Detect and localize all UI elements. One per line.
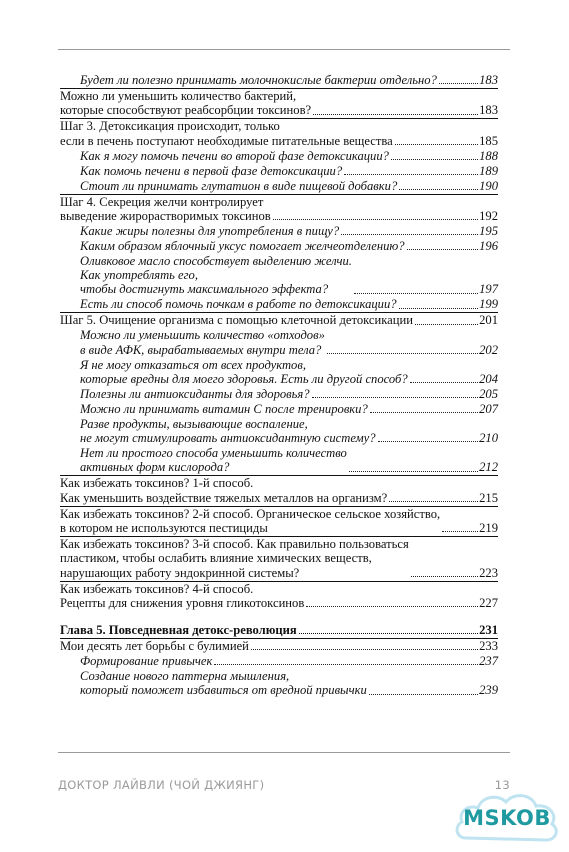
toc-page-number: 201 xyxy=(479,313,498,328)
toc-page-number: 183 xyxy=(479,103,498,118)
dot-leader xyxy=(299,633,478,634)
toc-entry-line: Шаг 5. Очищение организма с помощью клеточной детоксикации xyxy=(60,313,413,328)
footer-page-number: 13 xyxy=(494,778,510,792)
toc-page-number: 210 xyxy=(479,431,498,446)
toc-entry-title xyxy=(60,313,413,327)
dot-leader xyxy=(341,234,478,235)
toc-entry xyxy=(60,536,498,580)
dot-leader xyxy=(214,664,478,665)
toc-page-number: 185 xyxy=(479,133,498,148)
toc-entry-title xyxy=(60,582,304,611)
toc-page-number: 205 xyxy=(479,386,498,401)
bottom-rule xyxy=(58,752,510,753)
dot-leader xyxy=(411,576,478,577)
dot-leader xyxy=(312,397,479,398)
dot-leader xyxy=(251,649,478,650)
toc-page-number: 192 xyxy=(479,208,498,223)
toc-entry xyxy=(60,254,498,297)
toc-entry-line: Разве продукты, вызывающие воспаление, xyxy=(80,416,308,431)
toc-entry-title xyxy=(80,446,347,475)
toc-entry xyxy=(60,417,498,446)
toc-entry-title xyxy=(60,89,311,118)
toc-entry-title xyxy=(60,195,271,224)
toc-page-number: 231 xyxy=(479,623,498,638)
toc-entry-line: Нет ли простого способа уменьшить количество xyxy=(80,446,347,461)
toc-entry xyxy=(60,239,498,253)
toc-entry-line: нарушающих работу эндокринной системы? xyxy=(60,565,300,580)
toc-entry-line: в виде АФК, вырабатываемых внутри тела? xyxy=(80,342,322,357)
toc-entry-title xyxy=(80,73,437,87)
page-footer xyxy=(58,778,510,792)
toc-entry-title xyxy=(60,537,409,580)
dot-leader xyxy=(378,441,479,442)
dot-leader xyxy=(399,308,479,309)
watermark-text: MSKOB xyxy=(463,806,551,830)
toc-entry-line: Как я могу помочь печени во второй фазе детоксикации? xyxy=(80,148,389,163)
dot-leader xyxy=(442,531,478,532)
dot-leader xyxy=(439,83,478,84)
toc-entry xyxy=(60,88,498,118)
toc-entry-title xyxy=(60,119,393,148)
dot-leader xyxy=(306,606,478,607)
toc-entry-title xyxy=(80,328,325,357)
toc-entry-line: не могут стимулировать антиоксидантную систему? xyxy=(80,431,376,446)
toc-entry-line: Как избежать токсинов? 2-й способ. Органическое сельское хозяйство, xyxy=(60,506,441,521)
toc-entry-title xyxy=(80,654,212,668)
toc-entry xyxy=(60,73,498,87)
toc-entry-line: Можно ли уменьшить количество «отходов» xyxy=(80,328,325,343)
dot-leader xyxy=(273,219,478,220)
toc-entry xyxy=(60,328,498,357)
toc-page-number: 204 xyxy=(479,371,498,386)
toc-page-number: 196 xyxy=(479,238,498,253)
toc-entry-line: пластиком, чтобы ослабить влияние химических веществ, xyxy=(60,551,372,566)
toc-entry-line: Оливковое масло способствует выделению желчи. xyxy=(80,253,352,268)
toc-entry-line: Как избежать токсинов? 3-й способ. Как правильно пользоваться xyxy=(60,536,409,551)
toc-entry xyxy=(60,312,498,327)
toc-entry-line: которые вредны для моего здоровья. Есть ли другой способ? xyxy=(80,371,408,386)
toc-page-number: 215 xyxy=(479,490,498,505)
toc-entry-title xyxy=(80,669,367,698)
toc-entry-line: Как избежать токсинов? 1-й способ. xyxy=(60,476,254,491)
toc-entry xyxy=(60,475,498,505)
toc-page-number: 188 xyxy=(479,148,498,163)
toc-entry-line: чтобы достигнуть максимального эффекта? xyxy=(80,282,329,297)
dot-leader xyxy=(399,189,478,190)
toc-entry xyxy=(60,164,498,178)
toc-page-number: 212 xyxy=(479,460,498,475)
table-of-contents xyxy=(60,73,498,698)
toc-page-number: 207 xyxy=(479,401,498,416)
dot-leader xyxy=(391,159,478,160)
toc-entry xyxy=(60,669,498,698)
toc-entry-title xyxy=(80,417,376,446)
toc-entry-line: в котором не используются пестициды xyxy=(60,520,268,535)
toc-entry-line: выведение жирорастворимых токсинов xyxy=(60,208,271,223)
toc-entry-line: Будет ли полезно принимать молочнокислые бактерии отдельно? xyxy=(80,73,437,87)
toc-entry-line: Создание нового паттерна мышления, xyxy=(80,669,290,684)
toc-entry-line: если в печень поступают необходимые питательные вещества xyxy=(60,133,393,148)
toc-page-number: 197 xyxy=(479,282,498,297)
dot-leader xyxy=(344,174,478,175)
toc-entry xyxy=(60,149,498,163)
toc-page-number: 219 xyxy=(479,520,498,535)
watermark-logo xyxy=(452,788,562,848)
dot-leader xyxy=(327,353,478,354)
dot-leader xyxy=(354,293,478,294)
toc-entry-line: Полезны ли антиоксиданты для здоровья? xyxy=(80,386,310,401)
toc-entry-title xyxy=(60,639,249,653)
toc-page-number: 183 xyxy=(479,73,498,87)
toc-entry-line: Как помочь печени в первой фазе детоксикации? xyxy=(80,163,343,178)
dot-leader xyxy=(389,501,478,502)
toc-entry xyxy=(60,358,498,387)
toc-entry-title xyxy=(80,358,408,387)
toc-page-number: 199 xyxy=(479,297,498,312)
toc-entry-title xyxy=(80,239,405,253)
dot-leader xyxy=(369,694,478,695)
toc-entry-title xyxy=(80,387,310,401)
toc-entry xyxy=(60,194,498,224)
dot-leader xyxy=(313,114,478,115)
toc-entry-title xyxy=(80,224,339,238)
toc-entry-line: Как употреблять его, xyxy=(80,268,198,283)
toc-entry-title xyxy=(80,149,389,163)
toc-entry-line: Можно ли уменьшить количество бактерий, xyxy=(60,88,297,103)
toc-page-number: 190 xyxy=(479,178,498,193)
toc-page-number: 233 xyxy=(479,639,498,654)
toc-entry-title xyxy=(80,297,397,311)
toc-entry-line: Как избежать токсинов? 4-й способ. xyxy=(60,581,254,596)
toc-page-number: 202 xyxy=(479,342,498,357)
dot-leader xyxy=(349,471,478,472)
toc-entry-line: активных форм кислорода? xyxy=(80,460,230,475)
dot-leader xyxy=(370,412,478,413)
toc-entry-line: Шаг 3. Детоксикация происходит, только xyxy=(60,119,280,134)
toc-entry-line: Каким образом яблочный уксус помогает желчеотделению? xyxy=(80,238,405,253)
toc-entry xyxy=(60,446,498,475)
toc-entry-line: Есть ли способ помочь почкам в работе по детоксикации? xyxy=(80,297,397,312)
footer-author: ДОКТОР ЛАЙВЛИ (ЧОЙ ДЖИЯНГ) xyxy=(58,778,265,792)
toc-entry-title xyxy=(80,179,397,193)
toc-entry xyxy=(60,506,498,536)
toc-entry-title xyxy=(80,254,352,297)
toc-entry xyxy=(60,387,498,401)
toc-entry-title xyxy=(60,507,440,536)
toc-entry-line: Мои десять лет борьбы с булимией xyxy=(60,639,249,654)
toc-entry-line: Глава 5. Повседневная детокс-революция xyxy=(60,623,297,638)
toc-entry xyxy=(60,224,498,238)
toc-entry-line: Какие жиры полезны для употребления в пищу? xyxy=(80,223,340,238)
toc-entry-line: Я не могу отказаться от всех продуктов, xyxy=(80,357,306,372)
dot-leader xyxy=(407,249,479,250)
toc-entry-line: Как уменьшить воздействие тяжелых металлов на организм? xyxy=(60,490,388,505)
toc-entry-title xyxy=(60,623,297,637)
toc-entry xyxy=(60,179,498,193)
toc-page-number: 195 xyxy=(479,223,498,238)
toc-entry-line: Рецепты для снижения уровня гликотоксинов xyxy=(60,595,305,610)
toc-entry xyxy=(60,118,498,148)
toc-page-number: 189 xyxy=(479,163,498,178)
toc-page-number: 239 xyxy=(479,683,498,698)
toc-entry-line: который поможет избавиться от вредной привычки xyxy=(80,683,367,698)
top-rule xyxy=(58,49,510,50)
dot-leader xyxy=(415,324,478,325)
toc-entry-line: Стоит ли принимать глутатион в виде пищевой добавки? xyxy=(80,178,398,193)
toc-entry-line: Шаг 4. Секреция желчи контролирует xyxy=(60,194,264,209)
toc-page-number: 227 xyxy=(479,595,498,610)
toc-entry xyxy=(60,581,498,611)
toc-page-number: 237 xyxy=(479,654,498,669)
toc-entry xyxy=(60,297,498,311)
toc-entry xyxy=(60,638,498,653)
toc-entry-title xyxy=(80,164,342,178)
toc-page-number: 223 xyxy=(479,565,498,580)
toc-entry xyxy=(60,654,498,668)
toc-chapter xyxy=(60,623,498,637)
toc-entry xyxy=(60,402,498,416)
toc-entry-line: которые способствуют реабсорбции токсинов? xyxy=(60,103,312,118)
toc-entry-line: Формирование привычек xyxy=(80,654,213,669)
dot-leader xyxy=(410,382,478,383)
toc-entry-line: Можно ли принимать витамин С после тренировки? xyxy=(80,401,368,416)
toc-entry-title xyxy=(60,476,387,505)
toc-entry-title xyxy=(80,402,368,416)
dot-leader xyxy=(395,144,478,145)
